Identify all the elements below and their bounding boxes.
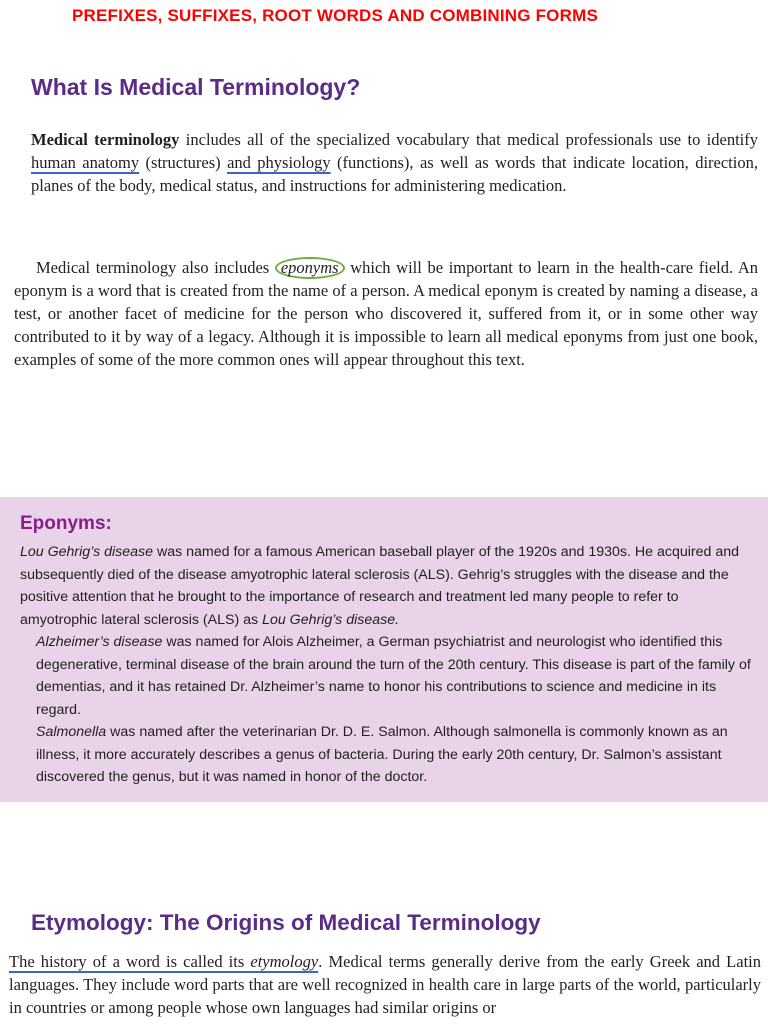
circled-eponyms: eponyms [275,257,345,279]
underlined-etymology: etymology [250,952,319,971]
paragraph-etymology [9,950,761,1019]
paragraph-text: . Medical terms generally derive from the early Greek and Latin languages. They include word parts that are well recognized in health care in large parts of the world, particularly in countries or among people whose own languages had similar origins or [9,952,761,1017]
underlined-physiology: and physiology [227,153,331,172]
eponym-term: Alzheimer’s disease [36,634,163,650]
term-bold: Medical terminology [31,130,180,149]
underlined-human-anatomy: human anatomy [31,153,140,172]
eponyms-heading: Eponyms: [20,513,112,534]
paragraph-text: Medical terminology also includes [36,258,275,277]
eponym-lou-gehrig [20,541,752,631]
eponym-term: Lou Gehrig’s disease [20,544,154,560]
paragraph-definition [31,128,758,197]
eponym-alzheimer [20,631,752,721]
section-heading-medical-terminology: What Is Medical Terminology? [31,74,361,100]
eponym-text: was named for Alois Alzheimer, a German psychiatrist and neurologist who identified this degenerative, terminal disease of the brain around the turn of the 20th century. This disease is part of the family of dementias, and it has retained Dr. Alzheimer’s name to honor his contributions to science and medicine in its regard. [36,634,751,718]
paragraph-eponyms [14,256,758,371]
paragraph-text: (structures) [139,153,228,172]
underlined-history: The history of a word is called its [9,952,251,971]
paragraph-text: (functions), as well as words that indicate location, direction, planes of the body, medical status, and instructions for administering medication. [31,153,758,195]
eponym-text: was named for a famous American baseball player of the 1920s and 1930s. He acquired and subsequently died of the disease amyotrophic lateral sclerosis (ALS). Gehrig’s struggles with the disease and the positive attention that he brought to the importance of research and treatment led many people to refer to amyotrophic lateral sclerosis (ALS) as [20,544,740,628]
paragraph-text: includes all of the specialized vocabulary that medical professionals use to identify [179,130,759,149]
eponyms-box [0,497,768,802]
eponym-text: was named after the veterinarian Dr. D. E. Salmon. Although salmonella is commonly known as an illness, it more accurately describes a genus of bacteria. During the early 20th century, Dr. Salmon’s assistant discovered the genus, but it was named in honor of the doctor. [36,724,728,785]
page-title: PREFIXES, SUFFIXES, ROOT WORDS AND COMBINING FORMS [71,6,598,25]
section-heading-etymology: Etymology: The Origins of Medical Terminology [31,910,541,935]
eponyms-text [20,541,752,789]
eponym-term: Lou Gehrig’s disease. [262,611,400,628]
paragraph-text: which will be important to learn in the health-care field. An eponym is a word that is created from the name of a person. A medical eponym is created by naming a disease, a test, or another facet of medicine for the person who discovered it, suffered from it, or in some other way contributed to it by way of a legacy. Although it is impossible to learn all medical eponyms from just one book, examples of some of the more common ones will appear throughout this text. [14,258,759,369]
eponym-salmonella [20,721,752,789]
eponym-term: Salmonella [36,724,107,740]
